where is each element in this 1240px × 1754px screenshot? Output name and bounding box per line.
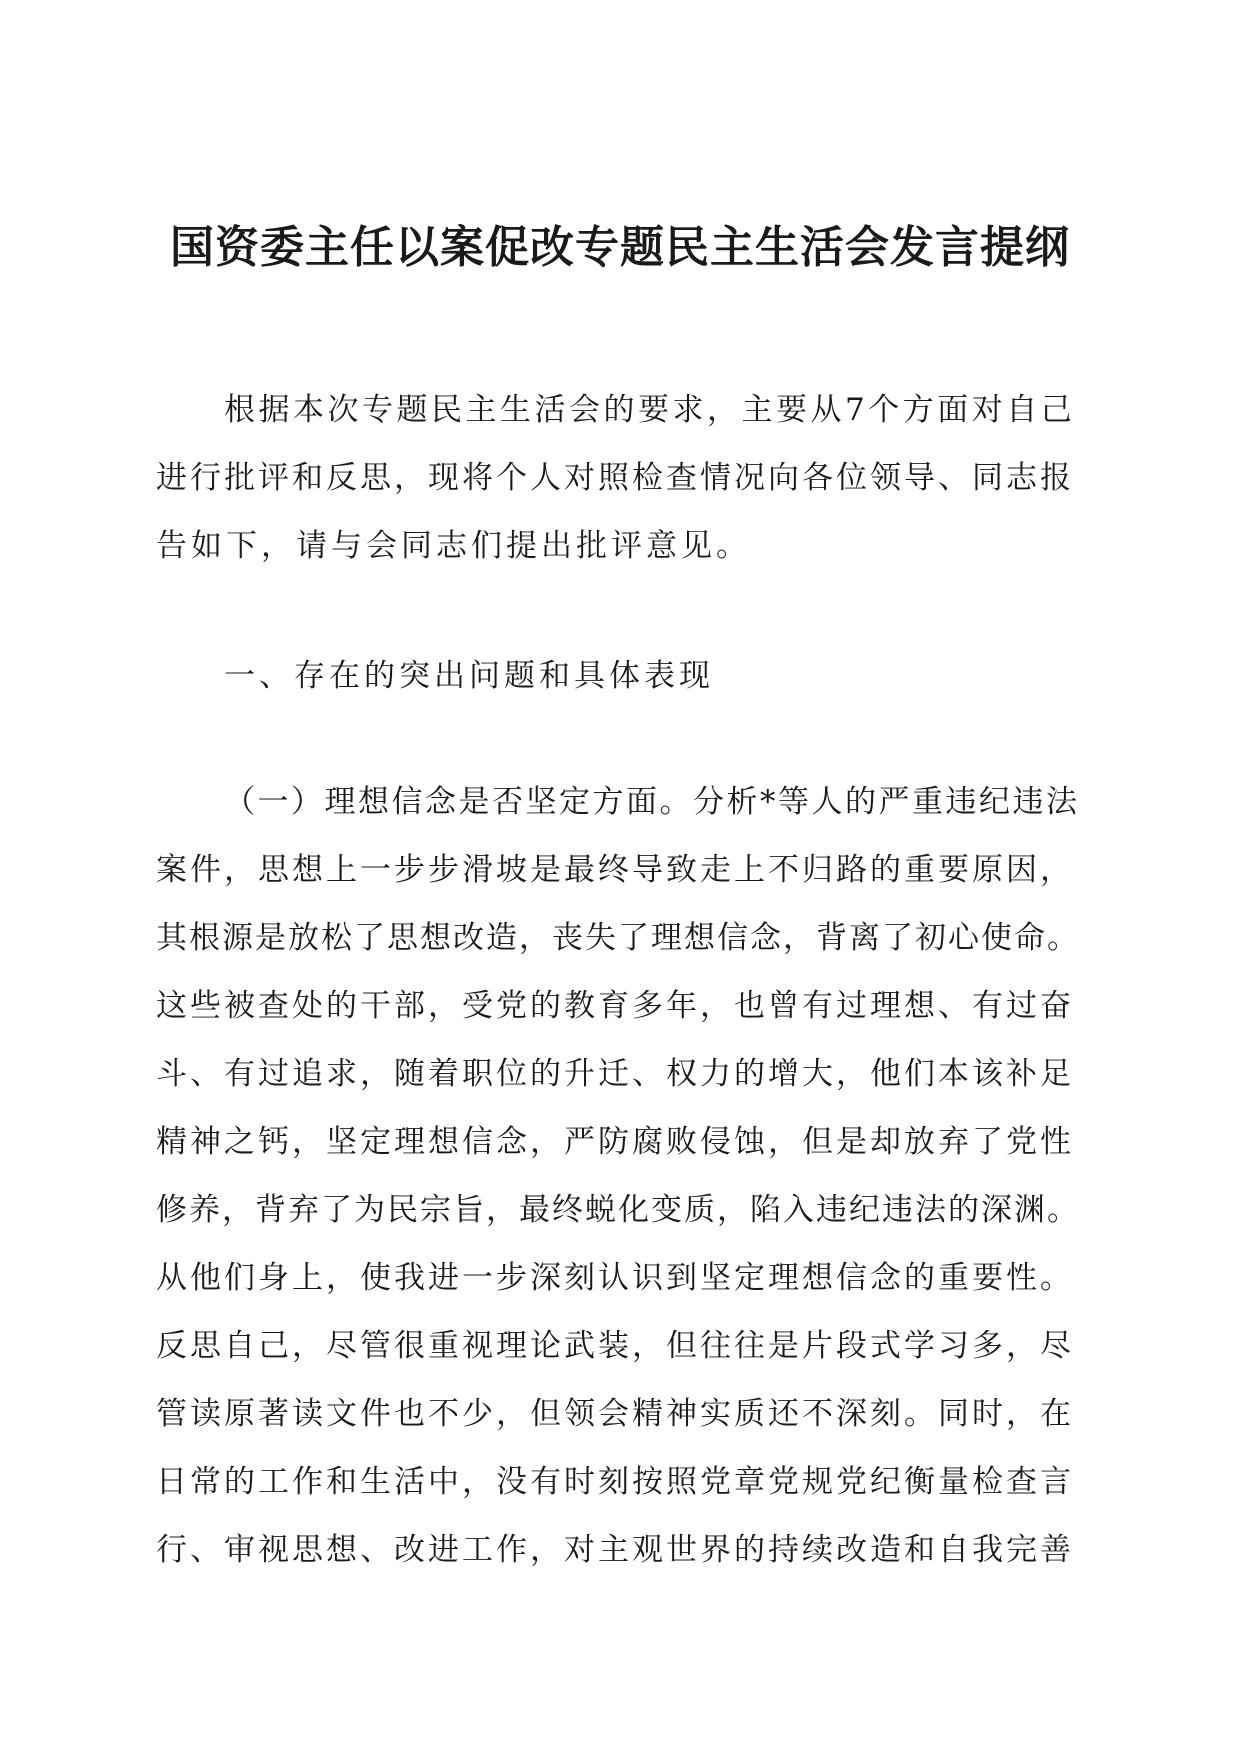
body-line-2: 案件，思想上一步步滑坡是最终导致走上不归路的重要原因， — [156, 852, 1074, 888]
body-line-4: 这些被查处的干部，受党的教育多年，也曾有过理想、有过奋 — [156, 988, 1074, 1024]
body-line-10: 管读原著读文件也不少，但领会精神实质还不深刻。同时，在 — [156, 1396, 1074, 1432]
body-line-6: 精神之钙，坚定理想信念，严防腐败侵蚀，但是却放弃了党性 — [156, 1124, 1074, 1160]
document-title: 国资委主任以案促改专题民主生活会发言提纲 — [170, 222, 1070, 273]
section-heading: 一、存在的突出问题和具体表现 — [224, 658, 714, 694]
body-line-8: 从他们身上，使我进一步深刻认识到坚定理想信念的重要性。 — [156, 1260, 1074, 1296]
intro-line-2: 进行批评和反思，现将个人对照检查情况向各位领导、同志报 — [156, 460, 1074, 496]
body-line-12: 行、审视思想、改进工作，对主观世界的持续改造和自我完善 — [156, 1532, 1074, 1568]
intro-line-1: 根据本次专题民主生活会的要求，主要从7个方面对自己 — [224, 392, 1076, 428]
body-line-1: （一）理想信念是否坚定方面。分析*等人的严重违纪违法 — [224, 784, 1080, 820]
body-line-3: 其根源是放松了思想改造，丧失了理想信念，背离了初心使命。 — [156, 920, 1080, 956]
body-line-9: 反思自己，尽管很重视理论武装，但往往是片段式学习多，尽 — [156, 1328, 1074, 1364]
body-line-7: 修养，背弃了为民宗旨，最终蜕化变质，陷入违纪违法的深渊。 — [156, 1192, 1080, 1228]
body-line-11: 日常的工作和生活中，没有时刻按照党章党规党纪衡量检查言 — [156, 1464, 1074, 1500]
intro-line-3: 告如下，请与会同志们提出批评意见。 — [156, 528, 751, 564]
body-line-5: 斗、有过追求，随着职位的升迁、权力的增大，他们本该补足 — [156, 1056, 1074, 1092]
